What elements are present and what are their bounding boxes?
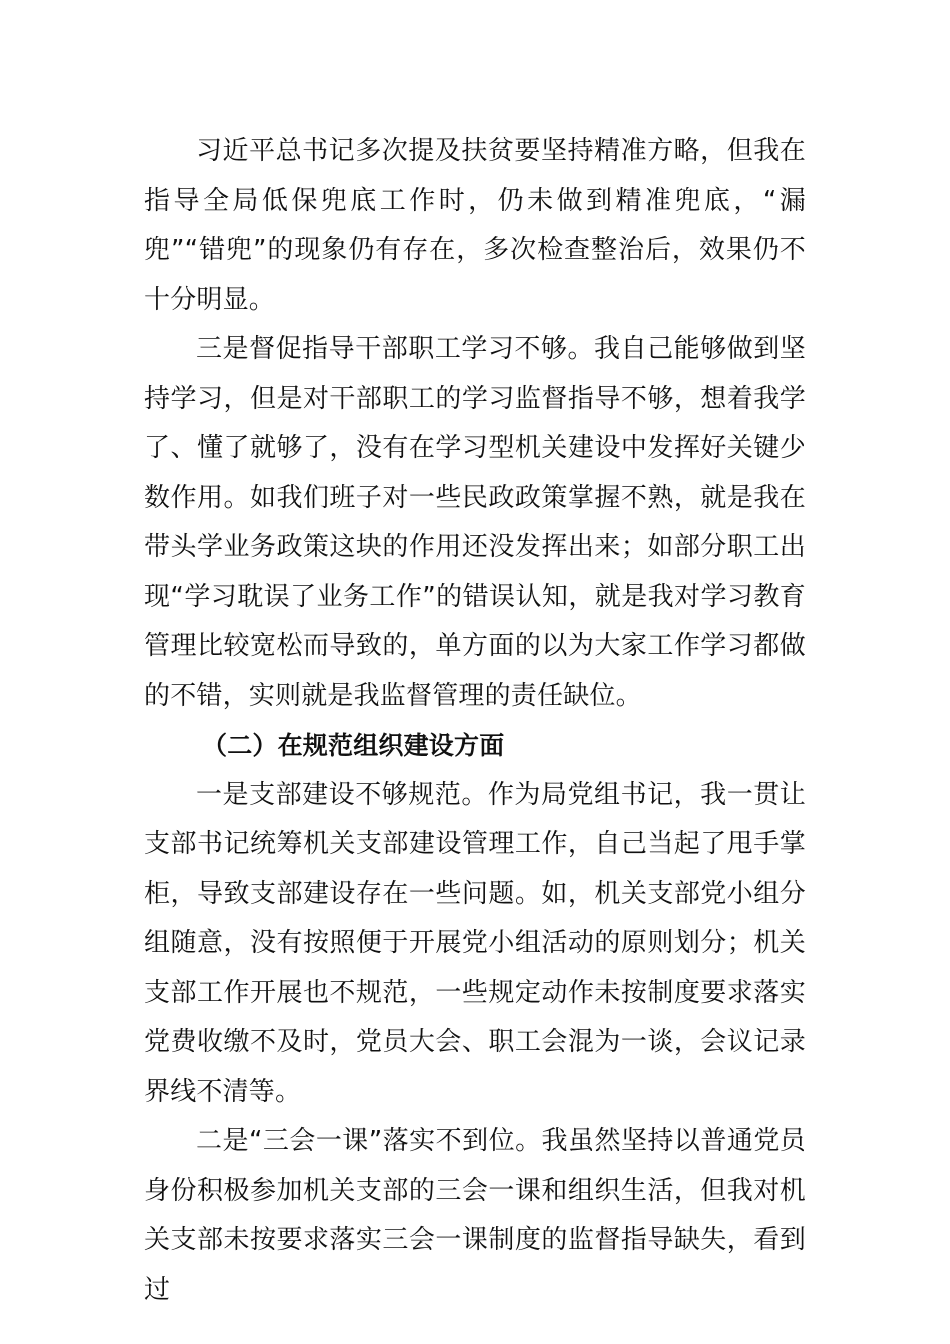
paragraph-branch-construction: 一是支部建设不够规范。作为局党组书记，我一贯让支部书记统筹机关支部建设管理工作，自己当起了甩手掌柜，导致支部建设存在一些问题。如，机关支部党小组分组随意，没有按照便于开展党小组活动的原则划分；机关支部工作开展也不规范，一些规定动作未按制度要求落实党费收缴不及时，党员大会、职工会混为一谈，会议记录界线不清等。 bbox=[144, 779, 806, 1107]
section-heading: （二）在规范组织建设方面 bbox=[202, 731, 505, 760]
paragraph-poverty-alleviation: 习近平总书记多次提及扶贫要坚持精准方略，但我在指导全局低保兜底工作时，仍未做到精准兜底，“漏兜”“错兜”的现象仍有存在，多次检查整治后，效果仍不十分明显。 bbox=[144, 136, 806, 315]
paragraph-three-meetings: 二是“三会一课”落实不到位。我虽然坚持以普通党员身份积极参加机关支部的三会一课和组织生活，但我对机关支部未按要求落实三会一课制度的监督指导缺失，看到过 bbox=[144, 1126, 806, 1305]
paragraph-study-supervision: 三是督促指导干部职工学习不够。我自己能够做到坚持学习，但是对干部职工的学习监督指导不够，想着我学了、懂了就够了，没有在学习型机关建设中发挥好关键少数作用。如我们班子对一些民政政策掌握不熟，就是我在带头学业务政策这块的作用还没发挥出来；如部分职工出现“学习耽误了业务工作”的错误认知，就是我对学习教育管理比较宽松而导致的，单方面的以为大家工作学习都做的不错，实则就是我监督管理的责任缺位。 bbox=[144, 334, 806, 711]
document-body bbox=[144, 127, 806, 1315]
